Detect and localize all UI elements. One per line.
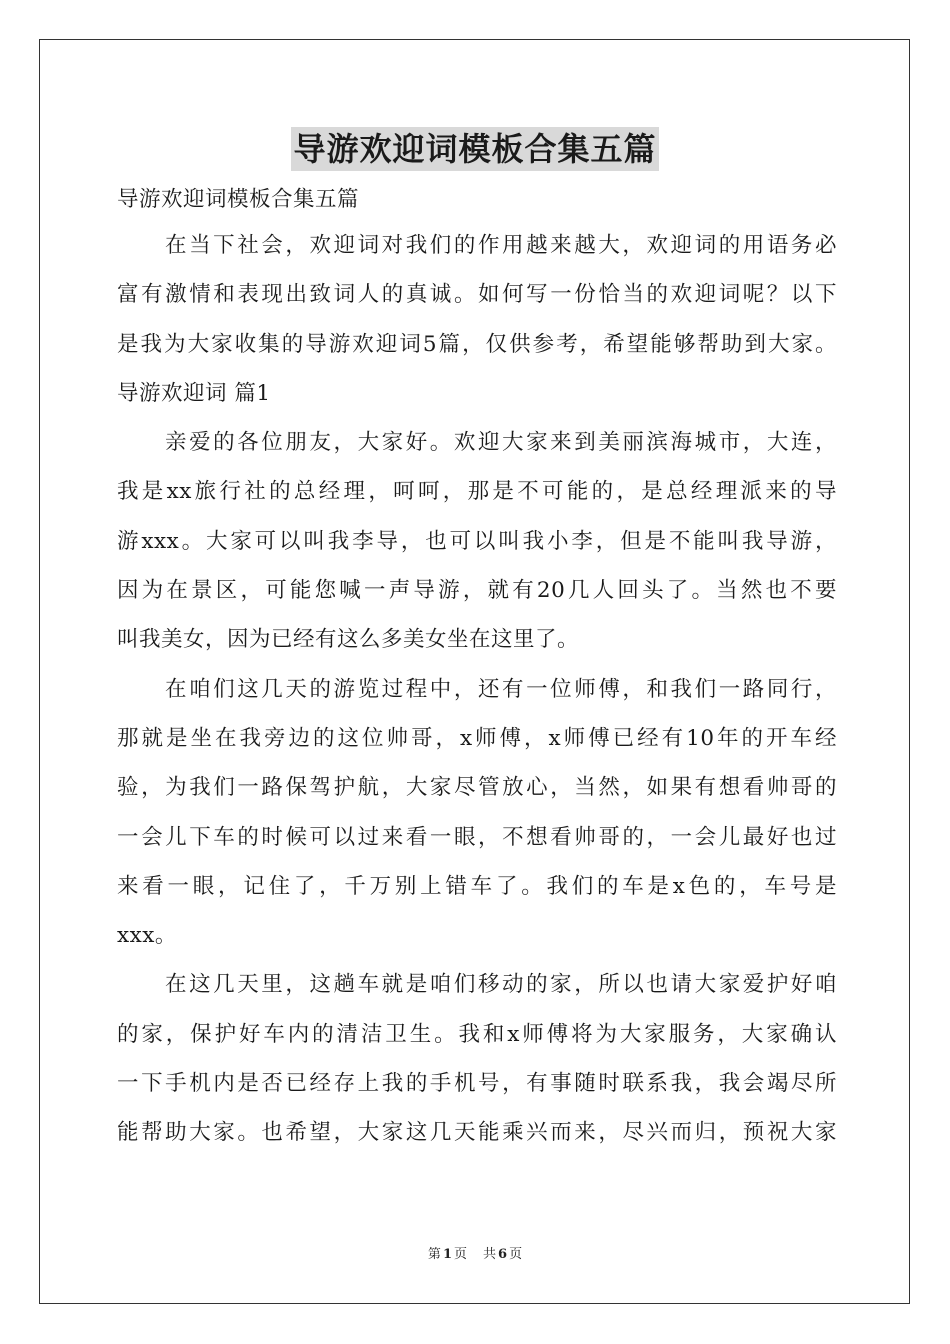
text-line: 因为在景区，可能您喊一声导游，就有20几人回头了。当然也不要 [117,578,837,604]
page-total: 6 [498,1247,508,1262]
text-line: 亲爱的各位朋友，大家好。欢迎大家来到美丽滨海城市，大连， [165,430,837,456]
text-line: 验，为我们一路保驾护航，大家尽管放心，当然，如果有想看帅哥的 [117,775,837,801]
page-label-suffix: 页 [453,1247,467,1262]
text-line: 在咱们这几天的游览过程中，还有一位师傅，和我们一路同行， [165,676,837,702]
text-line: 导游欢迎词 篇1 [117,380,271,406]
title-wrapper [0,127,950,171]
text-line: 一会儿下车的时候可以过来看一眼，不想看帅哥的，一会儿最好也过 [117,824,837,850]
document-title: 导游欢迎词模板合集五篇 [291,127,658,171]
total-label-prefix: 共 [483,1247,497,1262]
page-current: 1 [442,1247,452,1262]
text-line: 我是xx旅行社的总经理，呵呵，那是不可能的，是总经理派来的导 [117,479,837,505]
text-line: 来看一眼，记住了，千万别上错车了。我们的车是x色的，车号是 [117,873,837,899]
total-label-suffix: 页 [509,1247,523,1262]
text-line: 游xxx。大家可以叫我李导，也可以叫我小李，但是不能叫我导游， [117,528,837,554]
text-line: 在这几天里，这趟车就是咱们移动的家，所以也请大家爱护好咱 [165,972,837,998]
document-body [117,178,837,1158]
page-label-prefix: 第 [427,1247,441,1262]
text-line: 富有激情和表现出致词人的真诚。如何写一份恰当的欢迎词呢？以下 [117,282,837,308]
text-line: 是我为大家收集的导游欢迎词5篇，仅供参考，希望能够帮助到大家。 [117,331,837,357]
text-line: 叫我美女，因为已经有这么多美女坐在这里了。 [117,627,580,653]
text-line: 在当下社会，欢迎词对我们的作用越来越大，欢迎词的用语务必 [165,233,837,258]
text-line: xxx。 [117,923,177,949]
document-subtitle: 导游欢迎词模板合集五篇 [117,187,360,212]
text-line: 的家，保护好车内的清洁卫生。我和x师傅将为大家服务，大家确认 [117,1021,837,1047]
text-line: 一下手机内是否已经存上我的手机号，有事随时联系我，我会竭尽所 [117,1071,837,1097]
text-line: 那就是坐在我旁边的这位帅哥，x师傅，x师傅已经有10年的开车经 [117,725,837,751]
text-line: 能帮助大家。也希望，大家这几天能乘兴而来，尽兴而归，预祝大家 [117,1120,837,1146]
page-footer [0,1246,950,1264]
